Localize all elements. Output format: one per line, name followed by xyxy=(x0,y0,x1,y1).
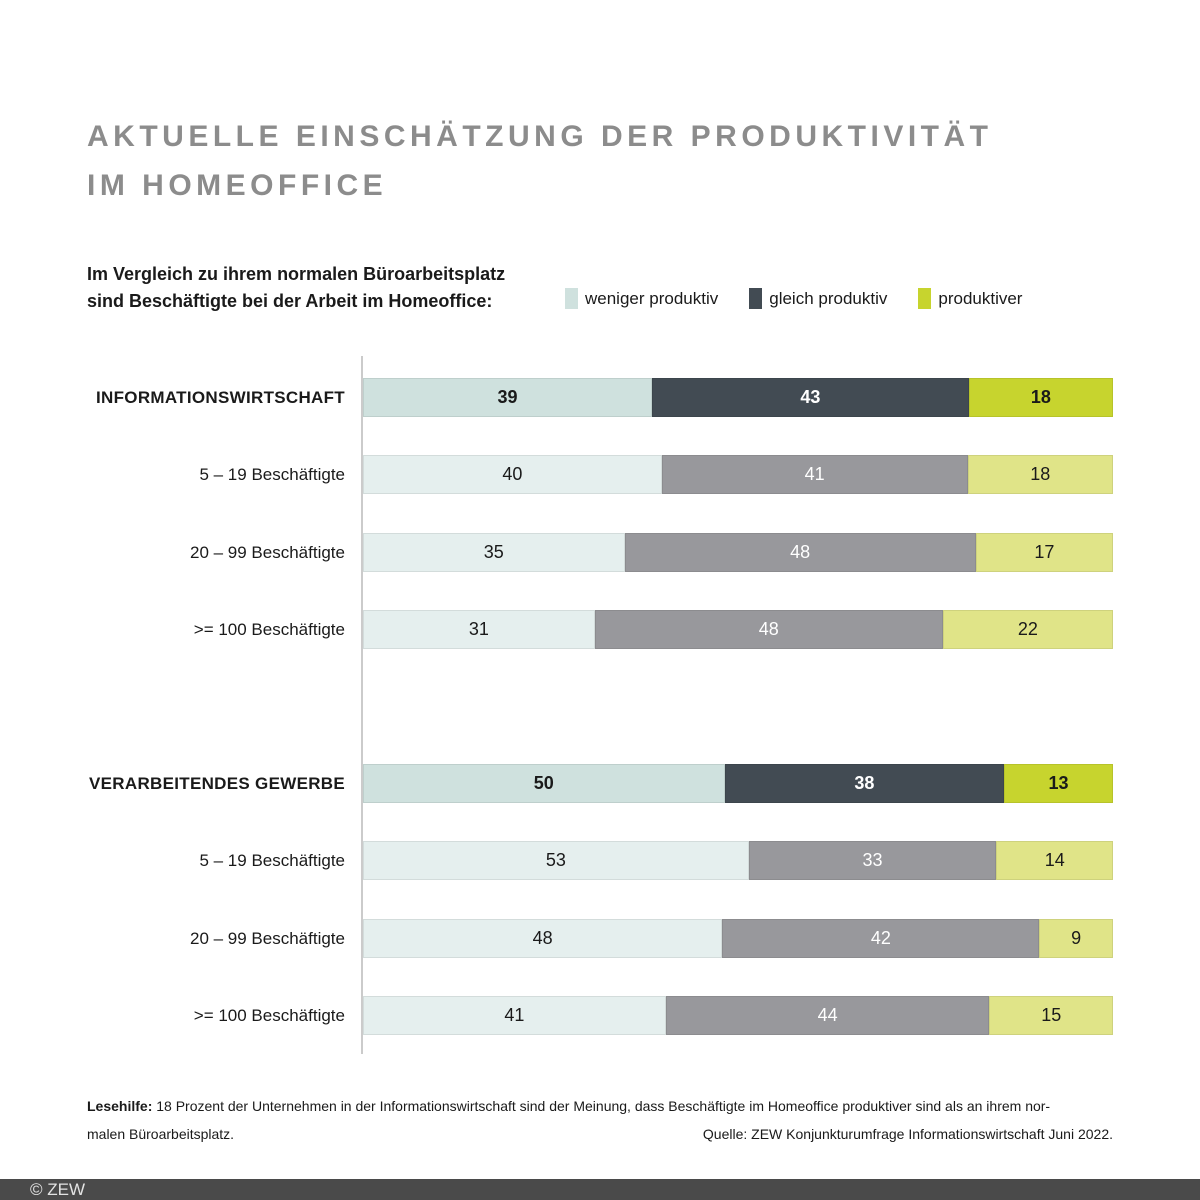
bar-segment-gleich-produktiv xyxy=(666,996,990,1035)
bar-segment-weniger-produktiv xyxy=(363,610,595,649)
bar-value-label: 43 xyxy=(800,387,821,407)
footnote-line2: malen Büroarbeitsplatz. xyxy=(87,1126,235,1142)
legend-label: weniger produktiv xyxy=(585,289,719,308)
bar-segment-weniger-produktiv xyxy=(363,764,725,803)
page-title-line1: AKTUELLE EINSCHÄTZUNG DER PRODUKTIVITÄT xyxy=(87,120,993,153)
stacked-bar xyxy=(363,919,1113,958)
bar-segment-produktiver xyxy=(1039,919,1113,958)
bar-value-label: 15 xyxy=(1041,1005,1062,1025)
bar-value-label: 41 xyxy=(504,1005,525,1025)
bar-segment-gleich-produktiv xyxy=(749,841,997,880)
bar-segment-gleich-produktiv xyxy=(722,919,1039,958)
stacked-bar xyxy=(363,455,1113,494)
stacked-bar xyxy=(363,378,1113,417)
source-note: Quelle: ZEW Konjunkturumfrage Informationswirtschaft Juni 2022. xyxy=(702,1126,1113,1142)
bar-value-label: 39 xyxy=(497,387,518,407)
size-class-row-label: >= 100 Beschäftigte xyxy=(193,620,345,639)
bar-value-label: 35 xyxy=(483,542,504,562)
stacked-bar xyxy=(363,841,1113,880)
bar-value-label: 48 xyxy=(790,542,811,562)
bar-value-label: 53 xyxy=(545,850,566,870)
bar-segment-weniger-produktiv xyxy=(363,996,666,1035)
bar-segment-gleich-produktiv xyxy=(625,533,976,572)
bar-value-label: 31 xyxy=(468,619,489,639)
bar-value-label: 9 xyxy=(1071,928,1082,948)
bar-value-label: 14 xyxy=(1044,850,1065,870)
bar-segment-produktiver xyxy=(1004,764,1113,803)
bar-segment-produktiver xyxy=(989,996,1113,1035)
size-class-row-label: >= 100 Beschäftigte xyxy=(193,1006,345,1025)
bar-value-label: 13 xyxy=(1048,773,1069,793)
size-class-row-label: 20 – 99 Beschäftigte xyxy=(189,929,345,948)
bar-segment-weniger-produktiv xyxy=(363,919,722,958)
chart-subtitle-line1: Im Vergleich zu ihrem normalen Büroarbeitsplatz xyxy=(87,264,506,284)
bar-segment-produktiver xyxy=(968,455,1113,494)
footnote-line1-text: 18 Prozent der Unternehmen in der Informationswirtschaft sind der Meinung, dass Beschäftigte im Homeoffice produktiver sind als an ihrem nor- xyxy=(152,1098,1051,1114)
size-class-row-label: 5 – 19 Beschäftigte xyxy=(199,851,345,870)
bar-segment-gleich-produktiv xyxy=(595,610,943,649)
footnote-line1 xyxy=(87,1092,1127,1120)
bar-segment-weniger-produktiv xyxy=(363,841,749,880)
bar-value-label: 44 xyxy=(817,1005,838,1025)
bottom-brand-bar xyxy=(0,1179,1200,1200)
bar-segment-produktiver xyxy=(976,533,1113,572)
bar-value-label: 48 xyxy=(758,619,779,639)
bar-value-label: 38 xyxy=(854,773,875,793)
bar-value-label: 48 xyxy=(532,928,553,948)
footnote-lesehilfe-label: Lesehilfe: xyxy=(87,1098,153,1114)
stacked-bar xyxy=(363,610,1113,649)
sector-row-label: VERARBEITENDES GEWERBE xyxy=(89,774,345,793)
bar-segment-weniger-produktiv xyxy=(363,533,625,572)
bar-segment-gleich-produktiv xyxy=(725,764,1005,803)
bar-segment-produktiver xyxy=(996,841,1113,880)
bar-value-label: 33 xyxy=(862,850,883,870)
bar-segment-gleich-produktiv xyxy=(662,455,968,494)
stacked-bar xyxy=(363,996,1113,1035)
bar-segment-weniger-produktiv xyxy=(363,378,652,417)
chart-subtitle-line2: sind Beschäftigte bei der Arbeit im Homeoffice: xyxy=(87,291,493,311)
legend-label: produktiver xyxy=(938,289,1023,308)
bar-value-label: 22 xyxy=(1017,619,1038,639)
sector-row-label: INFORMATIONSWIRTSCHAFT xyxy=(96,388,345,407)
bar-value-label: 18 xyxy=(1030,464,1051,484)
size-class-row-label: 20 – 99 Beschäftigte xyxy=(189,543,345,562)
bar-value-label: 50 xyxy=(533,773,554,793)
copyright-label: © ZEW xyxy=(30,1180,86,1199)
stacked-bar xyxy=(363,533,1113,572)
bar-segment-gleich-produktiv xyxy=(652,378,969,417)
stacked-bar xyxy=(363,764,1113,803)
bar-segment-produktiver xyxy=(969,378,1113,417)
bar-segment-weniger-produktiv xyxy=(363,455,662,494)
bar-segment-produktiver xyxy=(943,610,1113,649)
bar-value-label: 17 xyxy=(1034,542,1055,562)
bar-value-label: 41 xyxy=(804,464,825,484)
page-title-line2: IM HOMEOFFICE xyxy=(87,169,388,202)
legend-label: gleich produktiv xyxy=(769,289,888,308)
bar-value-label: 40 xyxy=(502,464,523,484)
bar-value-label: 42 xyxy=(870,928,891,948)
size-class-row-label: 5 – 19 Beschäftigte xyxy=(199,465,345,484)
bar-value-label: 18 xyxy=(1030,387,1051,407)
